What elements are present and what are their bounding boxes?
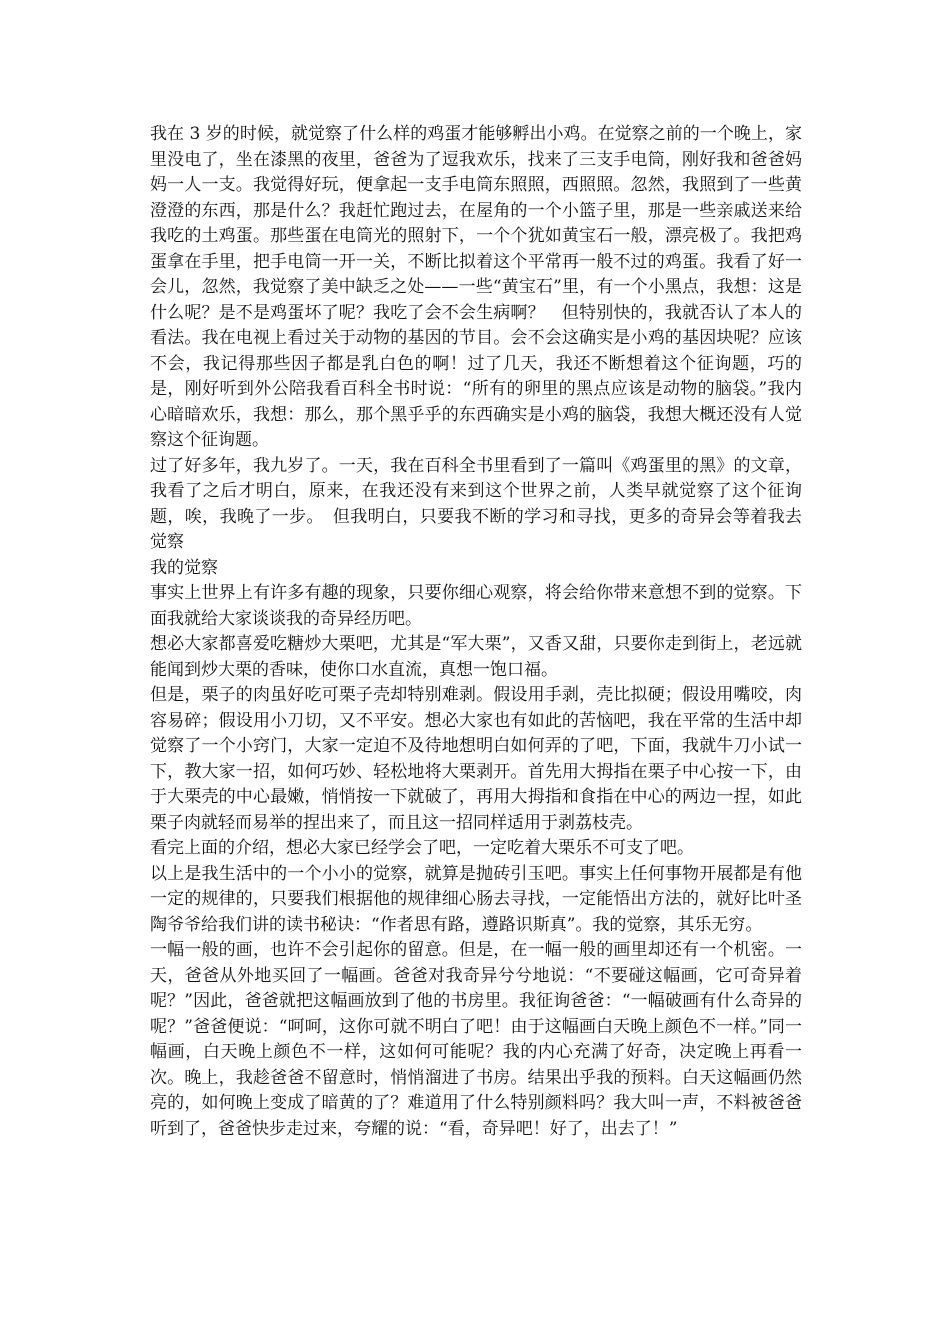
paragraph-painting: 一幅一般的画，也许不会引起你的留意。但是，在一幅一般的画里却还有一个机密。一天，爸爸从外地买回了一幅画。爸爸对我奇异兮兮地说：“不要碰这幅画，它可奇异着呢？”因此，爸爸就把这幅画放到了他的书房里。我征询爸爸：“一幅破画有什么奇异的呢？”爸爸便说：“呵呵，这你可就不明白了吧！由于这幅画白天晚上颜色不一样。”同一幅画，白天晚上颜色不一样，这如何可能呢？我的内心充满了好奇，决定晚上再看一次。晚上，我趁爸爸不留意时，悄悄溜进了书房。结果出乎我的预料。白天这幅画仍然亮的，如何晚上变成了暗黄的了？难道用了什么特别颜料吗？我大叫一声，不料被爸爸听到了，爸爸快步走过来，夸耀的说：“看，奇异吧！好了，出去了！”	[150, 940, 802, 1139]
document-body	[150, 122, 802, 1142]
paragraph-nine-years-old: 过了好多年，我九岁了。一天，我在百科全书里看到了一篇叫《鸡蛋里的黑》的文章，我看了之后才明白，原来，在我还没有来到这个世界之前，人类早就觉察了这个征询题，唉，我晚了一步。 但我明白，只要我不断的学习和寻找，更多的奇异会等着我去觉察	[150, 455, 802, 552]
paragraph-egg-discovery: 我在 3 岁的时候，就觉察了什么样的鸡蛋才能够孵出小鸡。在觉察之前的一个晚上，家里没电了，坐在漆黑的夜里，爸爸为了逗我欢乐，找来了三支手电筒，刚好我和爸爸妈妈一人一支。我觉得好玩，便拿起一支手电筒东照照，西照照。忽然，我照到了一些黄澄澄的东西，那是什么？我赶忙跑过去，在屋角的一个小篮子里，那是一些亲戚送来给我吃的土鸡蛋。那些蛋在电筒光的照射下，一个个犹如黄宝石一般，漂亮极了。我把鸡蛋拿在手里，把手电筒一开一关，不断比拟着这个平常再一般不过的鸡蛋。我看了好一会儿，忽然，我觉察了美中缺乏之处——一些“黄宝石”里，有一个小黑点，我想：这是什么呢？是不是鸡蛋坏了呢？我吃了会不会生病啊？ 但特别快的，我就否认了本人的看法。我在电视上看过关于动物的基因的节目。会不会这确实是小鸡的基因块呢？应该不会，我记得那些因子都是乳白色的啊！过了几天，我还不断想着这个征询题，巧的是，刚好听到外公陪我看百科全书时说：“所有的卵里的黑点应该是动物的脑袋。”我内心暗暗欢乐，我想：那么，那个黑乎乎的东西确实是小鸡的脑袋，我想大概还没有人觉察这个征询题。	[150, 124, 802, 450]
paragraph-conclusion: 以上是我生活中的一个小小的觉察，就算是抛砖引玉吧。事实上任何事物开展都是有他一定的规律的，只要我们根据他的规律细心肠去寻找，一定能悟出方法的，就好比叶圣陶爷爷给我们讲的读书秘诀：“作者思有路，遵路识斯真”。我的觉察，其乐无穷。	[150, 863, 802, 935]
paragraph-summary: 看完上面的介绍，想必大家已经学会了吧，一定吃着大栗乐不可支了吧。	[150, 838, 694, 858]
section-title: 我的觉察	[150, 557, 218, 578]
paragraph-intro: 事实上世界上有许多有趣的现象，只要你细心观察，将会给你带来意想不到的觉察。下面我就给大家谈谈我的奇异经历吧。	[150, 583, 802, 629]
paragraph-peeling-method: 但是，栗子的肉虽好吃可栗子壳却特别难剥。假设用手剥，壳比拟硬；假设用嘴咬，肉容易碎；假设用小刀切，又不平安。想必大家也有如此的苦恼吧，我在平常的生活中却觉察了一个小窍门，大家一定迫不及待地想明白如何弄的了吧，下面，我就牛刀小试一下，教大家一招，如何巧妙、轻松地将大栗剥开。首先用大拇指在栗子中心按一下，由于大栗壳的中心最嫩，悄悄按一下就破了，再用大拇指和食指在中心的两边一捏，如此栗子肉就轻而易举的捏出来了，而且这一招同样适用于剥荔枝壳。	[150, 685, 802, 833]
paragraph-chestnuts: 想必大家都喜爱吃糖炒大栗吧，尤其是“军大栗”，又香又甜，只要你走到街上，老远就能闻到炒大栗的香味，使你口水直流，真想一饱口福。	[150, 634, 802, 680]
